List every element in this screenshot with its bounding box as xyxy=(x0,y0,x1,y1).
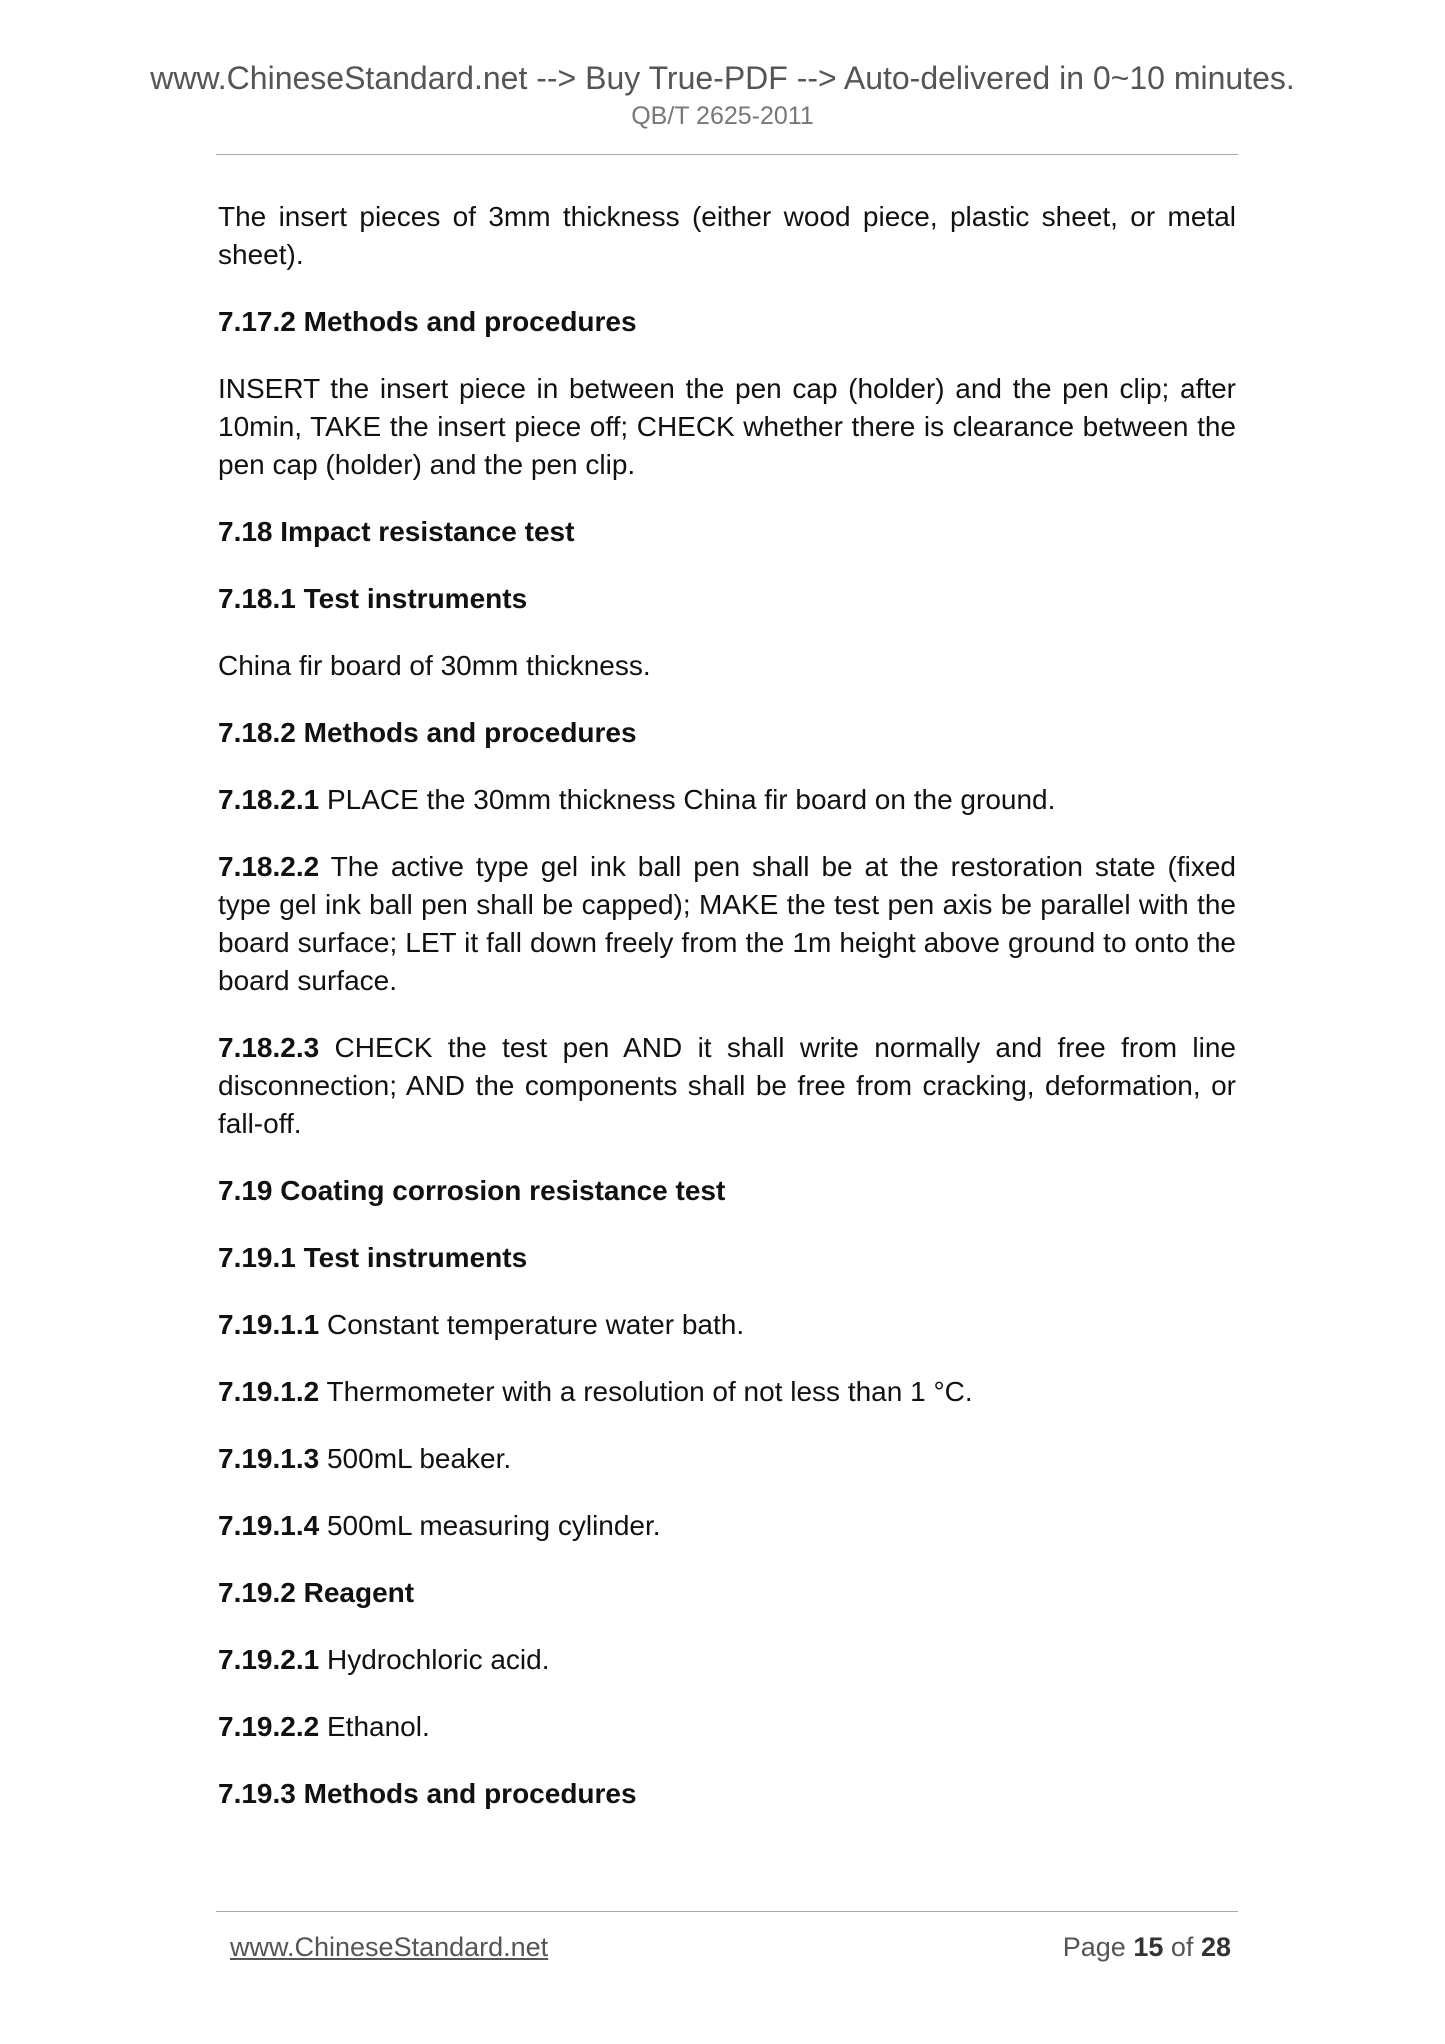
heading-7-19-1: 7.19.1 Test instruments xyxy=(218,1242,528,1273)
heading-7-19-3: 7.19.3 Methods and procedures xyxy=(218,1778,637,1809)
clause-number: 7.19.2.2 xyxy=(218,1711,320,1742)
clause-7-18-2-2 xyxy=(218,848,1236,1000)
paragraph-insert-pieces: The insert pieces of 3mm thickness (either wood piece, plastic sheet, or metal sheet). xyxy=(218,201,1236,270)
clause-text: 500mL beaker. xyxy=(326,1443,512,1474)
clause-7-19-1-4 xyxy=(218,1507,1236,1545)
clause-number: 7.19.1.3 xyxy=(218,1443,320,1474)
page-total: 28 xyxy=(1200,1932,1231,1962)
heading-7-17-2: 7.17.2 Methods and procedures xyxy=(218,306,637,337)
footer-website-link[interactable]: www.ChineseStandard.net xyxy=(230,1932,549,1962)
clause-7-19-1-2 xyxy=(218,1373,1236,1411)
paragraph-fir-board: China fir board of 30mm thickness. xyxy=(218,650,651,681)
clause-text: CHECK the test pen AND it shall write normally and free from line disconnection; AND the components shall be free from cracking, deformation, or fall-off. xyxy=(218,1032,1236,1139)
clause-7-19-2-2 xyxy=(218,1708,1236,1746)
clause-text: 500mL measuring cylinder. xyxy=(326,1510,661,1541)
paragraph-insert-procedure: INSERT the insert piece in between the pen cap (holder) and the pen clip; after 10min, TAKE the insert piece off; CHECK whether there is clearance between the pen cap (holder) and the pen clip. xyxy=(218,373,1236,480)
clause-text: Ethanol. xyxy=(326,1711,430,1742)
heading-7-18-1: 7.18.1 Test instruments xyxy=(218,583,528,614)
header-divider xyxy=(216,154,1238,155)
clause-7-19-2-1 xyxy=(218,1641,1236,1679)
heading-7-18-2: 7.18.2 Methods and procedures xyxy=(218,717,637,748)
clause-7-18-2-1 xyxy=(218,781,1236,819)
clause-number: 7.19.1.4 xyxy=(218,1510,320,1541)
clause-number: 7.18.2.2 xyxy=(218,851,320,882)
page-of: of xyxy=(1170,1932,1194,1962)
standard-code: QB/T 2625-2011 xyxy=(631,102,814,130)
clause-number: 7.19.1.1 xyxy=(218,1309,320,1340)
clause-text: Thermometer with a resolution of not less than 1 °C. xyxy=(326,1376,973,1407)
clause-text: Constant temperature water bath. xyxy=(326,1309,745,1340)
clause-7-18-2-3 xyxy=(218,1029,1236,1143)
heading-7-19: 7.19 Coating corrosion resistance test xyxy=(218,1175,726,1206)
heading-7-19-2: 7.19.2 Reagent xyxy=(218,1577,415,1608)
clause-number: 7.18.2.1 xyxy=(218,784,320,815)
clause-text: PLACE the 30mm thickness China fir board on the ground. xyxy=(326,784,1056,815)
footer-divider xyxy=(216,1911,1238,1912)
header-banner[interactable]: www.ChineseStandard.net --> Buy True-PDF --> Auto-delivered in 0~10 minutes. xyxy=(150,60,1295,96)
clause-number: 7.19.2.1 xyxy=(218,1644,320,1675)
clause-number: 7.19.1.2 xyxy=(218,1376,320,1407)
clause-7-19-1-1 xyxy=(218,1306,1236,1344)
page-current: 15 xyxy=(1133,1932,1164,1962)
clause-number: 7.18.2.3 xyxy=(218,1032,320,1063)
clause-7-19-1-3 xyxy=(218,1440,1236,1478)
clause-text: The active type gel ink ball pen shall be at the restoration state (fixed type gel ink ball pen shall be capped); MAKE the test pen axis be parallel with the board surface; LET it fall down freely from the 1m height above ground to onto the board surface. xyxy=(218,851,1237,996)
heading-7-18: 7.18 Impact resistance test xyxy=(218,516,575,547)
clause-text: Hydrochloric acid. xyxy=(326,1644,550,1675)
page-prefix: Page xyxy=(1062,1932,1126,1962)
page-indicator xyxy=(1063,1930,1231,1964)
page-header xyxy=(0,58,1445,132)
document-body xyxy=(218,198,1236,1842)
